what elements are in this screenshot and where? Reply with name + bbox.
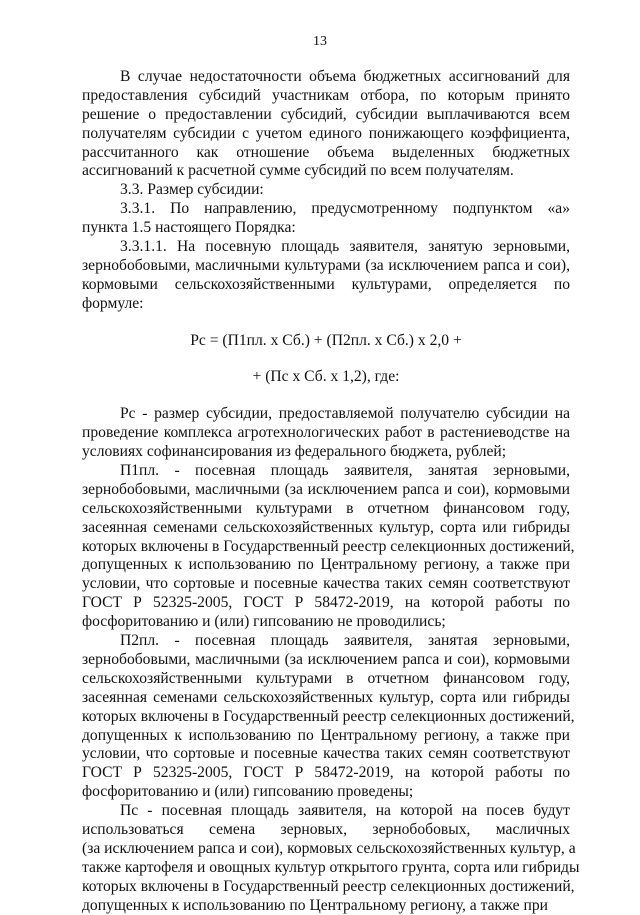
formula-line-2: + (Пс х Сб. х 1,2), где:: [252, 368, 400, 386]
spacer: [82, 314, 570, 332]
text-line: 3.3. Размер субсидии:: [120, 181, 264, 199]
text-line: ГОСТ Р 52325-2005, ГОСТ Р 58472-2019, на которой работы по: [82, 764, 570, 782]
text-line: условии, что сортовые и посевные качества таких семян соответствуют: [82, 745, 570, 763]
text-line: ГОСТ Р 52325-2005, ГОСТ Р 58472-2019, на которой работы по: [82, 594, 570, 612]
text-line: 3.3.1. По направлению, предусмотренному подпунктом «а»: [120, 200, 570, 218]
text-line: Рс - размер субсидии, предоставляемой получателю субсидии на: [120, 405, 570, 423]
text-line: П2пл. - посевная площадь заявителя, занятая зерновыми,: [120, 632, 570, 650]
text-line: фосфоритованию и (или) гипсованию не проводились;: [82, 613, 446, 631]
text-line: условиях софинансирования из федерального бюджета, рублей;: [82, 443, 507, 461]
text-line: засеянная семенами сельскохозяйственных культур, сорта или гибриды: [82, 518, 570, 536]
text-line: которых включены в Государственный реестр селекционных достижений,: [82, 707, 575, 725]
text-line: В случае недостаточности объема бюджетных ассигнований для: [120, 68, 570, 85]
text-line: П1пл. - посевная площадь заявителя, занятая зерновыми,: [120, 462, 570, 480]
text-line: формуле:: [82, 294, 144, 312]
spacer: [82, 350, 570, 368]
text-line: сельскохозяйственными культурами в отчетном финансовом году,: [82, 499, 570, 517]
text-line: фосфоритованию и (или) гипсованию проведены;: [82, 783, 414, 801]
page-number: 13: [313, 34, 327, 49]
text-line: получателям субсидии с учетом единого понижающего коэффициента,: [82, 124, 570, 142]
text-line: засеянная семенами сельскохозяйственных культур, сорта или гибриды: [82, 688, 570, 706]
text-line: которых включены в Государственный реестр селекционных достижений,: [82, 537, 575, 555]
text-line: решение о предоставлении субсидий, субсидии выплачиваются всем: [82, 105, 570, 123]
text-line: допущенных к использованию по Центральному региону, а также при: [82, 726, 570, 744]
text-line: также картофеля и овощных культур открытого грунта, сорта или гибриды: [82, 858, 580, 876]
text-line: рассчитанного как отношение объема выделенных бюджетных: [82, 143, 570, 161]
text-line: допущенных к использованию по Центральному региону, а также при: [82, 556, 570, 574]
text-line: которых включены в Государственный реестр селекционных достижений,: [82, 877, 575, 895]
text-line: (за исключением рапса и сои), кормовых сельскохозяйственных культур, а: [82, 839, 576, 857]
text-line: зернобобовыми, масличными (за исключением рапса и сои), кормовыми: [82, 650, 570, 668]
text-line: предоставления субсидий участникам отбора, по которым принято: [82, 86, 570, 104]
text-line: ассигнований к расчетной сумме субсидий по всем получателям.: [82, 162, 514, 180]
formula-line-1: Рс = (П1пл. х Сб.) + (П2пл. х Сб.) х 2,0 +: [190, 331, 462, 349]
text-line: Пс - посевная площадь заявителя, на которой на посев будут: [120, 802, 570, 820]
text-line: зернобобовыми, масличными культурами (за исключением рапса и сои),: [82, 256, 570, 274]
text-line: 3.3.1.1. На посевную площадь заявителя, занятую зерновыми,: [120, 238, 570, 256]
text-line: проведение комплекса агротехнологических работ в растениеводстве на: [82, 424, 570, 442]
text-line: зернобобовыми, масличными (за исключением рапса и сои), кормовыми: [82, 480, 570, 498]
text-line: сельскохозяйственными культурами в отчетном финансовом году,: [82, 669, 570, 687]
spacer: [82, 387, 570, 405]
document-body: [82, 68, 580, 915]
text-block-intro: [82, 68, 570, 314]
text-block-definitions: [82, 405, 580, 915]
text-line: условии, что сортовые и посевные качества таких семян соответствуют: [82, 575, 570, 593]
text-line: допущенных к использованию по Центральному региону, а также при: [82, 896, 548, 914]
text-line: пункта 1.5 настоящего Порядка:: [82, 219, 296, 237]
text-line: кормовыми сельскохозяйственными культурами, определяется по: [82, 275, 570, 293]
text-line: использоваться семена зерновых, зернобобовых, масличных: [82, 820, 570, 838]
